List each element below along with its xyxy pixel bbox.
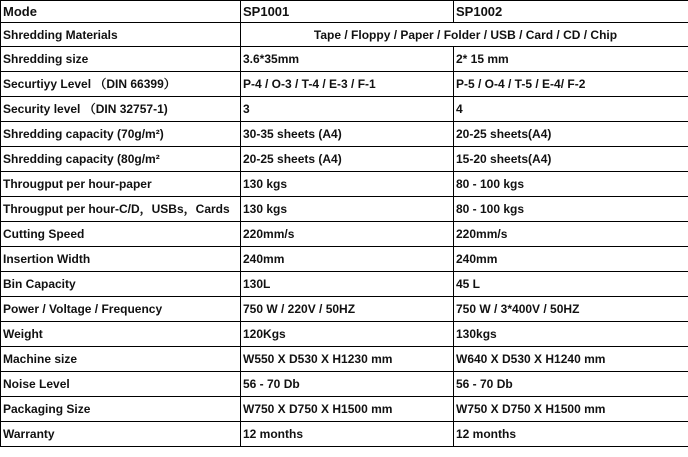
spec-table-body bbox=[1, 1, 688, 447]
row-label: Power / Voltage / Frequency bbox=[1, 297, 241, 322]
row-label: Througput per hour-C/D，USBs，Cards bbox=[1, 197, 241, 222]
row-value-sp1001: 12 months bbox=[241, 422, 454, 447]
row-label: Weight bbox=[1, 322, 241, 347]
row-value-sp1002: W640 X D530 X H1240 mm bbox=[454, 347, 688, 372]
row-value-sp1001: 120Kgs bbox=[241, 322, 454, 347]
table-row bbox=[1, 197, 688, 222]
row-value-sp1002: 750 W / 3*400V / 50HZ bbox=[454, 297, 688, 322]
row-label: Througput per hour-paper bbox=[1, 172, 241, 197]
row-value-sp1002: 2* 15 mm bbox=[454, 47, 688, 72]
table-row bbox=[1, 322, 688, 347]
table-row bbox=[1, 247, 688, 272]
table-row bbox=[1, 72, 688, 97]
table-row bbox=[1, 272, 688, 297]
row-label: Security level （DIN 32757-1) bbox=[1, 97, 241, 122]
row-label: Shredding size bbox=[1, 47, 241, 72]
row-value-sp1002: 130kgs bbox=[454, 322, 688, 347]
row-value-sp1002: 220mm/s bbox=[454, 222, 688, 247]
row-value-materials: Tape / Floppy / Paper / Folder / USB / Card / CD / Chip bbox=[241, 23, 688, 47]
table-row bbox=[1, 347, 688, 372]
table-row bbox=[1, 397, 688, 422]
row-value-sp1002: 80 - 100 kgs bbox=[454, 197, 688, 222]
row-label: Cutting Speed bbox=[1, 222, 241, 247]
header-model-sp1001: SP1001 bbox=[241, 1, 454, 23]
table-row-shredding-materials bbox=[1, 23, 688, 47]
row-value-sp1002: 15-20 sheets(A4) bbox=[454, 147, 688, 172]
row-value-sp1001: W550 X D530 X H1230 mm bbox=[241, 347, 454, 372]
row-label: Shredding Materials bbox=[1, 23, 241, 47]
row-value-sp1001: 3 bbox=[241, 97, 454, 122]
row-label: Shredding capacity (70g/m²) bbox=[1, 122, 241, 147]
row-value-sp1002: W750 X D750 X H1500 mm bbox=[454, 397, 688, 422]
row-label: Noise Level bbox=[1, 372, 241, 397]
row-label: Securtiyy Level （DIN 66399） bbox=[1, 72, 241, 97]
row-value-sp1002: 20-25 sheets(A4) bbox=[454, 122, 688, 147]
table-row bbox=[1, 222, 688, 247]
row-label: Insertion Width bbox=[1, 247, 241, 272]
header-label-cell: Mode bbox=[1, 1, 241, 23]
table-row bbox=[1, 297, 688, 322]
row-value-sp1001: 56 - 70 Db bbox=[241, 372, 454, 397]
row-value-sp1001: 130 kgs bbox=[241, 172, 454, 197]
row-value-sp1002: 240mm bbox=[454, 247, 688, 272]
row-value-sp1001: 30-35 sheets (A4) bbox=[241, 122, 454, 147]
row-value-sp1001: 3.6*35mm bbox=[241, 47, 454, 72]
row-label: Warranty bbox=[1, 422, 241, 447]
table-header-row bbox=[1, 1, 688, 23]
table-row bbox=[1, 122, 688, 147]
row-value-sp1002: 56 - 70 Db bbox=[454, 372, 688, 397]
row-label: Packaging Size bbox=[1, 397, 241, 422]
row-value-sp1002: 45 L bbox=[454, 272, 688, 297]
row-value-sp1001: P-4 / O-3 / T-4 / E-3 / F-1 bbox=[241, 72, 454, 97]
row-label: Bin Capacity bbox=[1, 272, 241, 297]
table-row bbox=[1, 172, 688, 197]
row-label: Shredding capacity (80g/m² bbox=[1, 147, 241, 172]
row-value-sp1001: 20-25 sheets (A4) bbox=[241, 147, 454, 172]
row-value-sp1001: W750 X D750 X H1500 mm bbox=[241, 397, 454, 422]
row-value-sp1001: 130L bbox=[241, 272, 454, 297]
header-model-sp1002: SP1002 bbox=[454, 1, 688, 23]
row-value-sp1001: 750 W / 220V / 50HZ bbox=[241, 297, 454, 322]
table-row bbox=[1, 422, 688, 447]
table-row bbox=[1, 147, 688, 172]
row-value-sp1001: 240mm bbox=[241, 247, 454, 272]
table-row bbox=[1, 372, 688, 397]
table-row bbox=[1, 97, 688, 122]
row-value-sp1002: 4 bbox=[454, 97, 688, 122]
row-value-sp1002: 12 months bbox=[454, 422, 688, 447]
row-value-sp1002: 80 - 100 kgs bbox=[454, 172, 688, 197]
row-label: Machine size bbox=[1, 347, 241, 372]
row-value-sp1001: 220mm/s bbox=[241, 222, 454, 247]
row-value-sp1002: P-5 / O-4 / T-5 / E-4/ F-2 bbox=[454, 72, 688, 97]
table-row bbox=[1, 47, 688, 72]
row-value-sp1001: 130 kgs bbox=[241, 197, 454, 222]
